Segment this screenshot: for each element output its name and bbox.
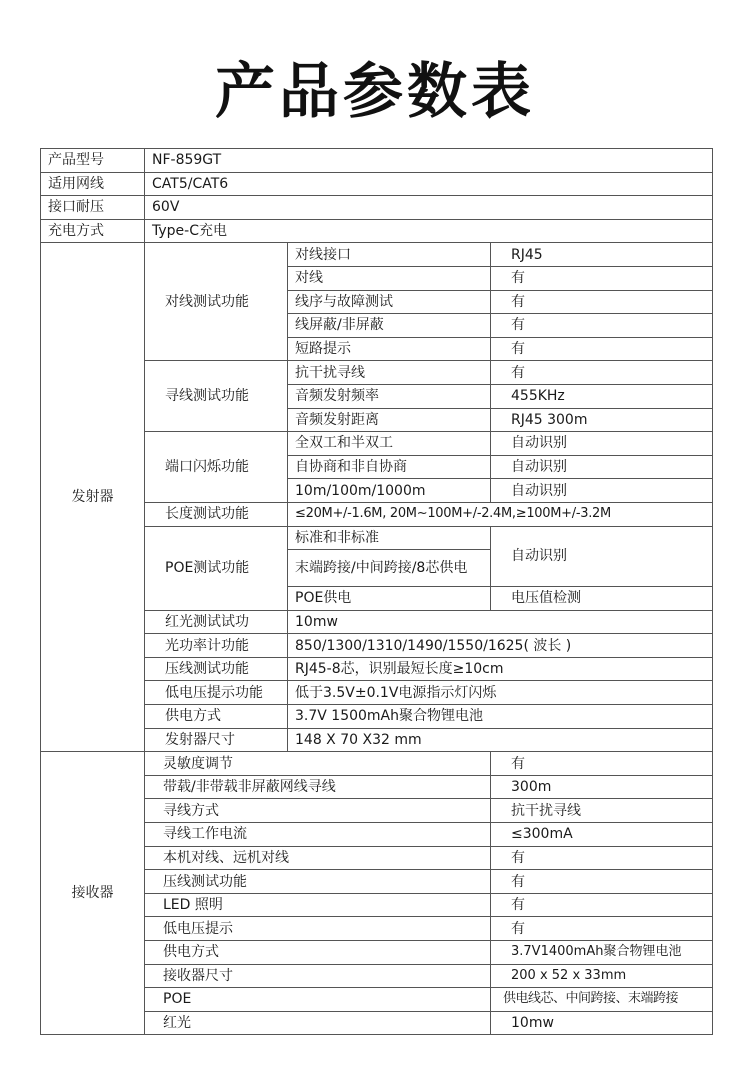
receiver-group-label: 接收器 [41, 752, 145, 1035]
item-value: ≤20M+/-1.6M, 20M~100M+/-2.4M,≥100M+/-3.2M [288, 502, 713, 526]
item-value: 3.7V1400mAh聚合物锂电池 [491, 941, 713, 965]
item-value: 自动识别 [491, 526, 713, 587]
transmitter-group-label: 发射器 [41, 243, 145, 752]
section-label: 光功率计功能 [145, 634, 288, 658]
item-value: 有 [491, 870, 713, 894]
item-value: 10mw [491, 1011, 713, 1035]
item-name: 对线 [288, 266, 491, 290]
item-name: 灵敏度调节 [145, 752, 491, 776]
section-label: 红光测试试功 [145, 610, 288, 634]
table-row [41, 243, 713, 267]
row-label: 充电方式 [41, 219, 145, 243]
item-value: 850/1300/1310/1490/1550/1625( 波长 ) [288, 634, 713, 658]
item-value: 自动识别 [491, 479, 713, 503]
item-name: 标准和非标准 [288, 526, 491, 550]
item-name: 音频发射距离 [288, 408, 491, 432]
item-name: 短路提示 [288, 337, 491, 361]
item-name: 对线接口 [288, 243, 491, 267]
item-name: 抗干扰寻线 [288, 361, 491, 385]
item-value: 有 [491, 893, 713, 917]
table-row [41, 172, 713, 196]
item-name: 供电方式 [145, 941, 491, 965]
item-value: 200 x 52 x 33mm [491, 964, 713, 988]
table-row [41, 196, 713, 220]
section-label: 压线测试功能 [145, 657, 288, 681]
item-name: 接收器尺寸 [145, 964, 491, 988]
item-value: 有 [491, 314, 713, 338]
item-value: 抗干扰寻线 [491, 799, 713, 823]
row-value: Type-C充电 [145, 219, 713, 243]
section-label: POE测试功能 [145, 526, 288, 610]
item-value: 自动识别 [491, 432, 713, 456]
item-name: 末端跨接/中间跨接/8芯供电 [288, 550, 491, 587]
item-value: 455KHz [491, 384, 713, 408]
item-name: 自协商和非自协商 [288, 455, 491, 479]
item-value: 低于3.5V±0.1V电源指示灯闪烁 [288, 681, 713, 705]
item-value: 有 [491, 752, 713, 776]
item-value: 电压值检测 [491, 587, 713, 611]
table-row [41, 219, 713, 243]
item-value: 3.7V 1500mAh聚合物锂电池 [288, 705, 713, 729]
section-label: 寻线测试功能 [145, 361, 288, 432]
item-value: 148 X 70 X32 mm [288, 728, 713, 752]
section-label: 端口闪烁功能 [145, 432, 288, 503]
item-value: 自动识别 [491, 455, 713, 479]
section-label: 低电压提示功能 [145, 681, 288, 705]
spec-table [40, 148, 713, 1035]
item-name: 全双工和半双工 [288, 432, 491, 456]
section-label: 供电方式 [145, 705, 288, 729]
item-value: 有 [491, 361, 713, 385]
item-value: 有 [491, 266, 713, 290]
item-name: 红光 [145, 1011, 491, 1035]
row-value: CAT5/CAT6 [145, 172, 713, 196]
item-value: 有 [491, 337, 713, 361]
item-value: ≤300mA [491, 823, 713, 847]
section-label: 发射器尺寸 [145, 728, 288, 752]
item-value: 有 [491, 846, 713, 870]
item-value: 10mw [288, 610, 713, 634]
table-row [41, 149, 713, 173]
item-name: 压线测试功能 [145, 870, 491, 894]
item-name: 音频发射频率 [288, 384, 491, 408]
item-value: 300m [491, 775, 713, 799]
item-name: POE供电 [288, 587, 491, 611]
item-name: 线屏蔽/非屏蔽 [288, 314, 491, 338]
item-value: 有 [491, 917, 713, 941]
table-row [41, 752, 713, 776]
item-name: 寻线方式 [145, 799, 491, 823]
item-value: RJ45 300m [491, 408, 713, 432]
item-name: LED 照明 [145, 893, 491, 917]
page-title: 产品参数表 [215, 57, 535, 127]
row-value: 60V [145, 196, 713, 220]
item-name: 本机对线、远机对线 [145, 846, 491, 870]
row-label: 适用网线 [41, 172, 145, 196]
item-name: POE [145, 988, 491, 1012]
item-name: 带载/非带载非屏蔽网线寻线 [145, 775, 491, 799]
item-value: 供电线芯、中间跨接、末端跨接 [491, 988, 713, 1012]
item-name: 10m/100m/1000m [288, 479, 491, 503]
item-name: 寻线工作电流 [145, 823, 491, 847]
row-value: NF-859GT [145, 149, 713, 173]
item-name: 线序与故障测试 [288, 290, 491, 314]
row-label: 接口耐压 [41, 196, 145, 220]
item-value: RJ45 [491, 243, 713, 267]
item-value: RJ45-8芯，识别最短长度≥10cm [288, 657, 713, 681]
row-label: 产品型号 [41, 149, 145, 173]
item-value: 有 [491, 290, 713, 314]
section-label: 对线测试功能 [145, 243, 288, 361]
section-label: 长度测试功能 [145, 502, 288, 526]
item-name: 低电压提示 [145, 917, 491, 941]
